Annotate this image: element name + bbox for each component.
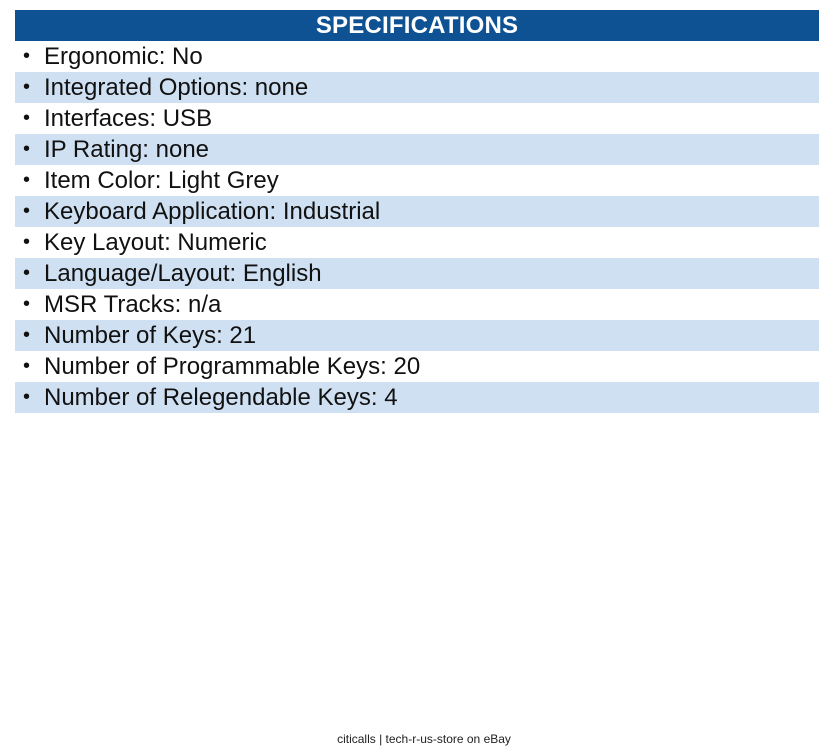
specifications-panel (15, 10, 819, 413)
spec-row (15, 196, 819, 227)
bullet-icon: • (23, 293, 31, 315)
footer-credit: citicalls | tech-r-us-store on eBay (337, 732, 511, 746)
spec-text: Key Layout: Numeric (44, 229, 267, 256)
bullet-icon: • (23, 169, 31, 191)
spec-text: IP Rating: none (44, 136, 210, 163)
spec-row (15, 289, 819, 320)
bullet-icon: • (23, 355, 31, 377)
spec-text: Item Color: Light Grey (44, 167, 279, 194)
spec-text: Ergonomic: No (44, 43, 203, 70)
spec-text: Number of Relegendable Keys: 4 (44, 384, 398, 411)
spec-row (15, 134, 819, 165)
spec-row (15, 382, 819, 413)
bullet-icon: • (23, 76, 31, 98)
bullet-icon: • (23, 386, 31, 408)
bullet-icon: • (23, 107, 31, 129)
bullet-icon: • (23, 45, 31, 67)
spec-row (15, 103, 819, 134)
spec-row (15, 41, 819, 72)
spec-row (15, 72, 819, 103)
spec-text: MSR Tracks: n/a (44, 291, 222, 318)
specifications-header: SPECIFICATIONS (15, 10, 819, 41)
specifications-list (15, 41, 819, 413)
bullet-icon: • (23, 262, 31, 284)
bullet-icon: • (23, 138, 31, 160)
spec-row (15, 351, 819, 382)
bullet-icon: • (23, 324, 31, 346)
spec-row (15, 258, 819, 289)
spec-row (15, 320, 819, 351)
spec-row (15, 165, 819, 196)
bullet-icon: • (23, 231, 31, 253)
spec-text: Language/Layout: English (44, 260, 322, 287)
spec-text: Number of Programmable Keys: 20 (44, 353, 421, 380)
spec-text: Interfaces: USB (44, 105, 213, 132)
spec-row (15, 227, 819, 258)
spec-text: Number of Keys: 21 (44, 322, 257, 349)
spec-text: Keyboard Application: Industrial (44, 198, 381, 225)
spec-text: Integrated Options: none (44, 74, 309, 101)
bullet-icon: • (23, 200, 31, 222)
